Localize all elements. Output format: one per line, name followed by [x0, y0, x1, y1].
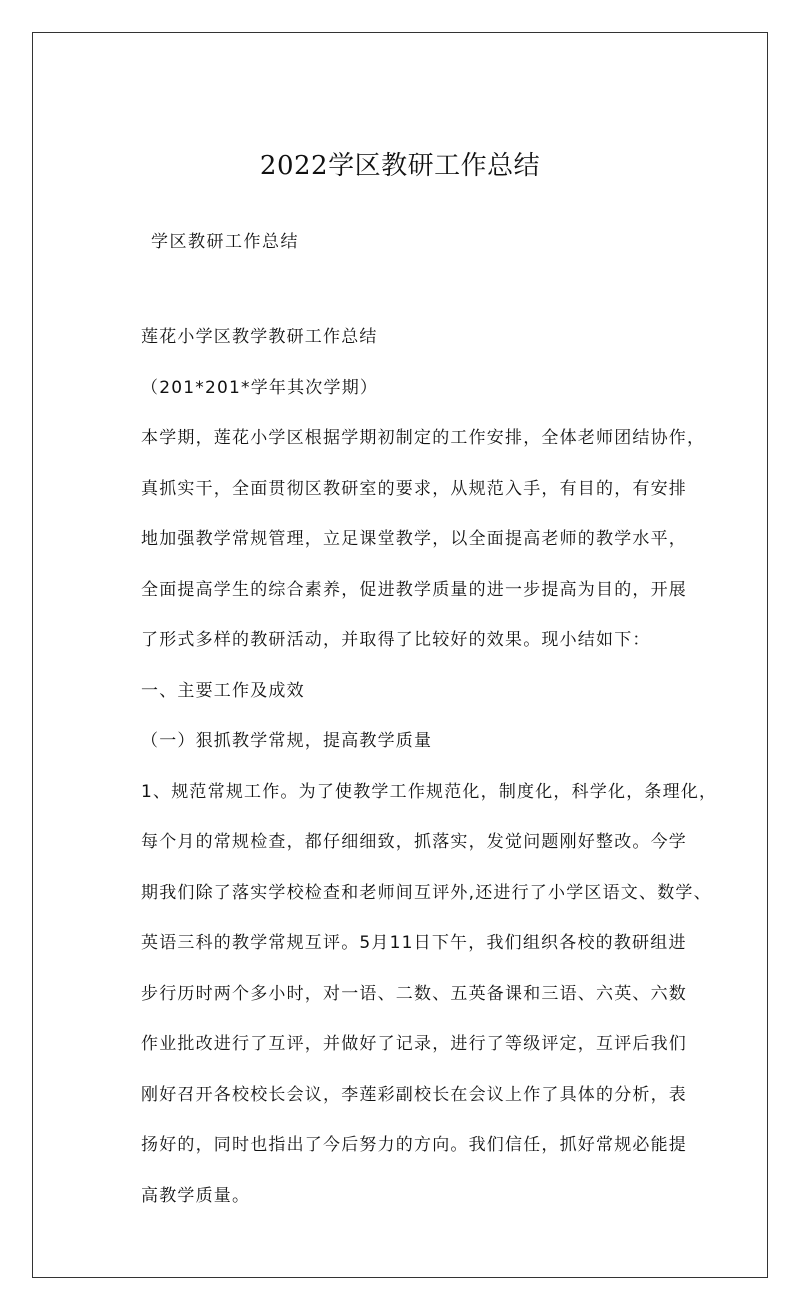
body-line: 全面提高学生的综合素养，促进教学质量的进一步提高为目的，开展 — [141, 579, 687, 600]
subsection-heading: （一）狠抓教学常规，提高教学质量 — [141, 731, 433, 751]
document-subtitle: 学区教研工作总结 — [151, 232, 299, 252]
body-line: 英语三科的教学常规互评。5月11日下午，我们组织各校的教研组进 — [141, 933, 687, 953]
body-line: 作业批改进行了互评，并做好了记录，进行了等级评定，互评后我们 — [141, 1034, 687, 1054]
document-title: 2022学区教研工作总结 — [259, 151, 541, 181]
body-line: 莲花小学区教学教研工作总结 — [141, 327, 378, 347]
section-heading: 一、主要工作及成效 — [141, 680, 305, 701]
document-page — [32, 32, 768, 1278]
body-line: （201*201*学年其次学期） — [141, 377, 379, 398]
body-line: 真抓实干，全面贯彻区教研室的要求，从规范入手，有目的，有安排 — [141, 478, 687, 499]
body-line: 1、规范常规工作。为了使教学工作规范化，制度化，科学化，条理化， — [141, 781, 718, 802]
body-line: 期我们除了落实学校检查和老师间互评外,还进行了小学区语文、数学、 — [141, 882, 712, 903]
body-line: 扬好的，同时也指出了今后努力的方向。我们信任，抓好常规必能提 — [141, 1135, 687, 1155]
body-line: 刚好召开各校校长会议，李莲彩副校长在会议上作了具体的分析，表 — [141, 1084, 687, 1105]
body-line: 地加强教学常规管理，立足课堂教学，以全面提高老师的教学水平， — [141, 529, 687, 549]
body-line: 了形式多样的教研活动，并取得了比较好的效果。现小结如下： — [141, 630, 651, 650]
body-line: 高教学质量。 — [141, 1185, 251, 1206]
body-line: 每个月的常规检查，都仔细细致，抓落实，发觉问题刚好整改。今学 — [141, 832, 687, 852]
body-line: 步行历时两个多小时，对一语、二数、五英备课和三语、六英、六数 — [141, 983, 687, 1004]
document-body — [141, 325, 741, 1234]
body-line: 本学期，莲花小学区根据学期初制定的工作安排，全体老师团结协作， — [141, 428, 706, 448]
